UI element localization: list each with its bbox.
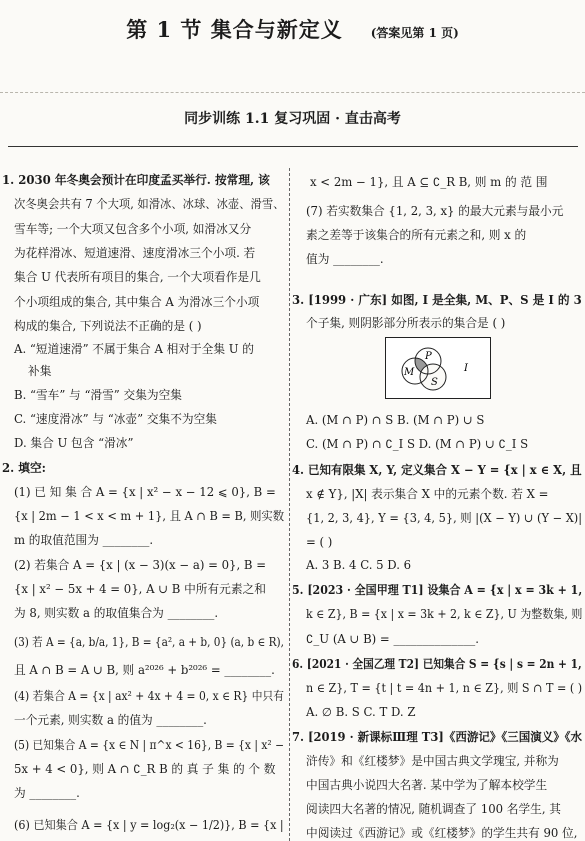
option-a: 补集 xyxy=(28,364,52,378)
question-7: 中阅读过《西游记》或《红楼梦》的学生共有 90 位, xyxy=(306,826,578,840)
question-2-1: (1) 已 知 集 合 A = {x | x² − x − 12 ⩽ 0}, B = xyxy=(14,485,276,499)
option-b: B. “雪车” 与 “滑雪” 交集为空集 xyxy=(14,388,182,402)
question-5: ∁_U (A ∪ B) = ______________. xyxy=(306,632,479,646)
question-4: 4. 已知有限集 X, Y, 定义集合 X − Y = {x | x ∈ X, 且 xyxy=(292,463,582,477)
question-7: 浒传》和《红楼梦》是中国古典文学瑰宝, 并称为 xyxy=(306,754,559,768)
question-4: = ( ) xyxy=(306,535,333,549)
venn-diagram xyxy=(385,337,491,399)
question-6: 6. [2021 · 全国乙理 T2] 已知集合 S = {s | s = 2n + 1, xyxy=(292,657,582,671)
label-p: P xyxy=(425,351,432,362)
header-divider xyxy=(0,92,585,94)
question-1-line: 次冬奥会共有 7 个大项, 如滑冰、冰球、冰壶、滑雪、 xyxy=(14,197,285,211)
label-i: I xyxy=(464,363,468,374)
question-2-heading: 2. 填空: xyxy=(2,461,46,475)
question-1-line: 集合 U 代表所有项目的集合, 一个大项看作是几 xyxy=(14,270,261,284)
question-2-2: 为 8, 则实数 a 的取值集合为 ________. xyxy=(14,606,219,620)
question-1-line: 个小项组成的集合, 其中集合 A 为滑冰三个小项 xyxy=(14,295,260,309)
question-2-7: (7) 若实数集合 {1, 2, 3, x} 的最大元素与最小元 xyxy=(306,204,564,218)
question-3: 个子集, 则阴影部分所表示的集合是 ( ) xyxy=(306,316,506,330)
question-2-5: (5) 已知集合 A = {x ∈ N | π^x < 16}, B = {x | x² − xyxy=(14,738,285,752)
question-2-7: 值为 ________. xyxy=(306,252,384,266)
question-1-line: 构成的集合, 下列说法不正确的是 ( ) xyxy=(14,319,202,333)
question-2-4: 一个元素, 则实数 a 的值为 ________. xyxy=(14,713,207,727)
question-2-3: (3) 若 A = {a, b/a, 1}, B = {a², a + b, 0} (a, b ∈ R), xyxy=(14,635,284,649)
question-1-line: 为花样滑冰、短道速滑、速度滑冰三个小项. 若 xyxy=(14,246,256,260)
question-2-1: m 的取值范围为 ________. xyxy=(14,533,154,547)
question-3-options: A. (M ∩ P) ∩ S B. (M ∩ P) ∪ S xyxy=(306,413,485,427)
question-2-6: (6) 已知集合 A = {x | y = log₂(x − 1/2)}, B = {x | xyxy=(14,818,284,832)
option-c: C. “速度滑冰” 与 “冰壶” 交集不为空集 xyxy=(14,412,217,426)
label-m: M xyxy=(404,367,415,378)
page-title: 第 1 节 集合与新定义 (答案见第 1 页) xyxy=(126,17,459,42)
question-2-1: {x | 2m − 1 < x < m + 1}, 且 A ∩ B = B, 则实数 xyxy=(14,509,285,523)
question-5: 5. [2023 · 全国甲理 T1] 设集合 A = {x | x = 3k + 1, xyxy=(292,583,583,597)
question-2-2: (2) 若集合 A = {x | (x − 3)(x − a) = 0}, B = xyxy=(14,558,267,572)
answer-note: (答案见第 1 页) xyxy=(370,26,459,40)
column-divider xyxy=(289,168,290,841)
question-2-5: 为 ________. xyxy=(14,786,80,800)
question-6-options: A. ∅ B. S C. T D. Z xyxy=(306,705,416,719)
question-1-line: 1. 2030 年冬奥会预计在印度孟买举行. 按常理, 该 xyxy=(2,173,270,187)
question-5: k ∈ Z}, B = {x | x = 3k + 2, k ∈ Z}, U 为整数集, 则 xyxy=(306,607,583,621)
label-s: S xyxy=(431,377,438,388)
question-4-options: A. 3 B. 4 C. 5 D. 6 xyxy=(306,558,412,572)
question-2-4: (4) 若集合 A = {x | ax² + 4x + 4 = 0, x ∈ R} 中只有 xyxy=(14,689,284,703)
question-6: n ∈ Z}, T = {t | t = 4n + 1, n ∈ Z}, 则 S ∩ T = ( ) xyxy=(306,681,583,695)
question-7: 7. [2019 · 新课标Ⅲ理 T3]《西游记》《三国演义》《水 xyxy=(292,730,583,744)
question-4: x ∉ Y}, |X| 表示集合 X 中的元素个数. 若 X = xyxy=(306,487,549,501)
option-a: A. “短道速滑” 不属于集合 A 相对于全集 U 的 xyxy=(14,342,254,356)
question-2-6-cont: x < 2m − 1}, 且 A ⊆ ∁_R B, 则 m 的 范 围 xyxy=(310,175,548,189)
question-3-options: C. (M ∩ P) ∩ ∁_I S D. (M ∩ P) ∪ ∁_I S xyxy=(306,437,529,451)
section-subtitle: 同步训练 1.1 复习巩固 · 直击高考 xyxy=(184,111,401,127)
option-d: D. 集合 U 包含 “滑冰” xyxy=(14,436,134,450)
question-2-3: 且 A ∩ B = A ∪ B, 则 a²⁰²⁶ + b²⁰²⁶ = ________. xyxy=(14,663,275,677)
question-3: 3. [1999 · 广东] 如图, I 是全集, M、P、S 是 I 的 3 xyxy=(292,293,582,307)
question-7: 阅读四大名著的情况, 随机调查了 100 名学生, 其 xyxy=(306,802,561,816)
question-2-7: 素之差等于该集合的所有元素之和, 则 x 的 xyxy=(306,228,527,242)
question-2-2: {x | x² − 5x + 4 = 0}, A ∪ B 中所有元素之和 xyxy=(14,582,266,596)
question-2-5: 5x + 4 < 0}, 则 A ∩ ∁_R B 的 真 子 集 的 个 数 xyxy=(14,762,276,776)
question-1-line: 雪车等; 一个大项又包含多个小项, 如滑冰又分 xyxy=(14,222,252,236)
question-4: {1, 2, 3, 4}, Y = {3, 4, 5}, 则 |(X − Y) ∪ (Y − X)| xyxy=(306,511,583,525)
question-7: 中国古典小说四大名著. 某中学为了解本校学生 xyxy=(306,778,548,792)
section-rule xyxy=(8,146,578,147)
